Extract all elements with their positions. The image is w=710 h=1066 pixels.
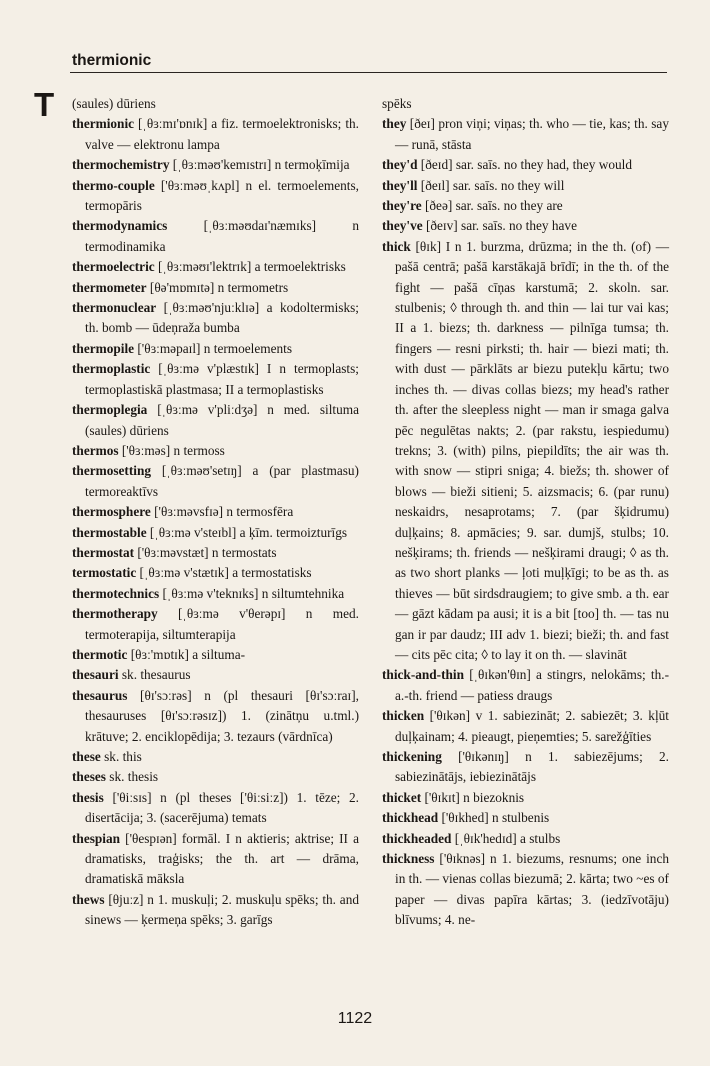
entry-headword: they're: [382, 198, 422, 214]
entry-headword: thickness: [382, 851, 435, 867]
entry-headword: thicken: [382, 708, 425, 724]
entry-headword: thickhead: [382, 810, 439, 826]
entry-headword: thermoelectric: [72, 259, 155, 275]
entry-headword: they'd: [382, 157, 418, 173]
dictionary-entry: [72, 665, 359, 685]
thumb-index-letter: T: [34, 86, 55, 123]
entry-definition: [ðeɪ] pron viņi; viņas; th. who — tie, kas; th. say — runā, stāsta: [395, 116, 669, 152]
entry-headword: they've: [382, 218, 423, 234]
entry-headword: thick-and-thin: [382, 667, 465, 683]
dictionary-entry: [72, 686, 359, 747]
dictionary-entry: [72, 747, 359, 767]
entry-headword: thermostable: [72, 524, 147, 540]
entry-headword: thermotechnics: [72, 585, 160, 601]
dictionary-entry: [72, 543, 359, 563]
entry-definition: ['θespɪən] formāl. I n aktieris; aktrise; II a dramatisks, traģisks; the th. art — drāma, dramatiskā māksla: [85, 830, 359, 887]
entry-headword: thermosphere: [72, 504, 151, 520]
dictionary-entry: [382, 155, 669, 175]
dictionary-entry: [72, 645, 359, 665]
entry-definition: ['θɜːməvsfɪə] n termosfēra: [150, 504, 294, 520]
dictionary-entry: [72, 441, 359, 461]
entry-definition: ['θɜːməs] n termoss: [118, 442, 225, 458]
dictionary-entry: [72, 890, 359, 931]
dictionary-entry: [72, 502, 359, 522]
entry-definition: [ðeɪv] sar. saīs. no they have: [422, 218, 577, 234]
entry-headword: thermometer: [72, 279, 147, 295]
dictionary-entry: [382, 665, 669, 706]
entry-headword: they'll: [382, 177, 418, 193]
left-column: [72, 94, 359, 931]
entry-headword: thermo-couple: [72, 177, 155, 193]
entry-headword: thesis: [72, 789, 104, 805]
dictionary-entry: [72, 339, 359, 359]
dictionary-entry: [72, 767, 359, 787]
dictionary-entry: [382, 114, 669, 155]
dictionary-entry: [72, 257, 359, 277]
entry-definition: [ˌθɜːmə v'steɪbl] a ķīm. termoizturīgs: [146, 524, 348, 540]
dictionary-entry: [382, 808, 669, 828]
dictionary-entry: [72, 278, 359, 298]
entry-definition: ['θiːsɪs] n (pl theses ['θiːsiːz]) 1. tēze; 2. disertācija; 3. (sacerējuma) temats: [85, 789, 359, 826]
entry-definition: [ˌθɜːməʊɪ'lektrɪk] a termoelektrisks: [154, 259, 346, 275]
dictionary-entry: [72, 400, 359, 441]
entry-definition: [θɪk] I n 1. burzma, drūzma; in the th. (of) — pašā centrā; pašā karstākajā brīdī; in the th. of the fight — pašā cīņas karstumā; 2. skoln. sar. stulbenis; ◊ through th. and thin — lai tur vai kas; II a 1. biezs; th. darkness — pilnīga tumsa; th. fingers — resni pirksti; th. hair — biezi mati; th. with dust — pārklāts ar biezu putekļu kārtu; two inches th. — divas collas biezs; my head's rather th. after the sleepless night — man ir smaga galva pēc negulētas nakts; 2. (par rakstu, iespiedumu) trekns; 3. (with) pilns, piepildīts; the air was th. with snow — stipri sniga; 4. biežs; th. shower of blows — bieži sitieni; 5. aizsmacis; 6. (par runu) neskaidrs, nesaprotams; 7. (par šķidrumu) duļķains; 8. apmācies; 9. sar. dumjš, stulbs; 10. nešķirams; th. friends — nešķirami draugi; ◊ as th. as two short planks — ļoti muļķīgi; to be as th. as thieves — būt sirdsdraugiem; to give smb. a th. ear — gāzt kādam pa ausi; it is a bit [too] th. — tas nu gan ir par daudz; III adv 1. biezi; bieži; th. and fast — cits pēc cita; ◊ to lay it on th. — slavināt: [395, 238, 669, 662]
dictionary-entry: [382, 94, 669, 114]
entry-headword: thermostat: [72, 544, 135, 560]
dictionary-entry: [72, 584, 359, 604]
entry-headword: thermotherapy: [72, 606, 158, 622]
entry-definition: ['θɪkɪt] n biezoknis: [421, 789, 525, 805]
entry-headword: thermoplastic: [72, 361, 151, 377]
entry-definition: [θɜː'mɒtɪk] a siltuma-: [127, 646, 246, 662]
entry-definition: [ˌθɜːmə v'teknɪks] n siltumtehnika: [159, 585, 345, 601]
entry-definition: ['θɪkənɪŋ] n 1. sabiezējums; 2. sabiezinātājs, iebiezinātājs: [395, 749, 669, 785]
entry-definition: spēks: [382, 96, 412, 111]
page-number: 1122: [337, 1010, 373, 1027]
entry-definition: sk. thesis: [105, 769, 159, 785]
dictionary-entry: [72, 94, 359, 114]
dictionary-entry: [72, 788, 359, 829]
entry-definition: (saules) dūriens: [72, 96, 156, 111]
entry-headword: thickening: [382, 749, 442, 764]
entry-headword: they: [382, 116, 407, 132]
entry-definition: [ˌθɜːməʊ'njuːklɪə] a kodoltermisks; th. bomb — ūdeņraža bumba: [85, 300, 359, 336]
entry-definition: ['θɜːməpaɪl] n termoelements: [134, 340, 293, 356]
running-head: thermionic: [72, 52, 152, 69]
dictionary-entry: [382, 849, 669, 931]
entry-definition: [ˌθɜːmə v'plæstɪk] I n termoplasts; termoplastiskā plastmasa; II a termoplastisks: [85, 361, 359, 397]
header-rule: [70, 72, 667, 73]
dictionary-entry: [72, 829, 359, 890]
entry-definition: [ˌθɜːmɪ'ɒnɪk] a fiz. termoelektronisks; th. valve — elektronu lampa: [85, 116, 359, 152]
entry-definition: [ˌθɜːməʊ'kemɪstrɪ] n termoķīmija: [169, 157, 350, 173]
dictionary-entry: [72, 359, 359, 400]
dictionary-entry: [382, 176, 669, 196]
dictionary-entry: [382, 196, 669, 216]
entry-definition: [θə'mɒmɪtə] n termometrs: [146, 279, 289, 295]
entry-definition: [ðeə] sar. saīs. no they are: [421, 198, 563, 214]
dictionary-entry: [72, 604, 359, 645]
entry-headword: thermionic: [72, 116, 135, 132]
dictionary-entry: [72, 298, 359, 339]
entry-headword: thick: [382, 238, 411, 254]
right-column: [382, 94, 669, 931]
entry-definition: ['θɪknəs] n 1. biezums, resnums; one inch in th. — vienas collas biezumā; 2. kārta; two ~es of paper — divas papīra kārtas; 3. (iedzīvotāju) blīvums; 4. ne-: [395, 851, 669, 928]
dictionary-entry: [382, 216, 669, 236]
entry-definition: [ˌθɜːmə v'pliːdʒə] n med. siltuma (saules) dūriens: [85, 402, 359, 438]
entry-headword: thesauri: [72, 667, 119, 683]
dictionary-entry: [382, 747, 669, 788]
dictionary-entry: [72, 523, 359, 543]
dictionary-entry: [382, 706, 669, 747]
dictionary-entry: [72, 216, 359, 257]
entry-definition: [ˌθɜːməʊ'setɪŋ] a (par plastmasu) termoreaktīvs: [85, 463, 359, 499]
entry-definition: [ˌθɜːməʊdaɪ'næmɪks] n termodinamika: [85, 218, 359, 254]
entry-headword: these: [72, 749, 101, 764]
dictionary-entry: [72, 155, 359, 175]
dictionary-entry: [72, 563, 359, 583]
entry-definition: [ðeɪd] sar. saīs. no they had, they would: [417, 157, 633, 173]
entry-headword: thermodynamics: [72, 218, 168, 234]
dictionary-entry: [72, 176, 359, 217]
entry-headword: thicket: [382, 789, 422, 805]
entry-definition: [θɪ'sɔːrəs] n (pl thesauri [θɪ'sɔːraɪ], thesauruses [θɪ'sɔːrəsɪz]) 1. (zinātņu u.tml.) krātuve; 2. enciklopēdija; 3. tezaurs (vārdnīca): [85, 687, 359, 744]
entry-headword: theses: [72, 769, 106, 785]
entry-headword: thermoplegia: [72, 402, 148, 418]
entry-definition: ['θɪkən] v 1. sabiezināt; 2. sabiezēt; 3. kļūt duļķainam; 4. pieaugt, pieņemties; 5. sarežģīties: [395, 708, 669, 744]
entry-headword: thermochemistry: [72, 157, 170, 173]
entry-headword: thermopile: [72, 340, 135, 356]
entry-definition: sk. thesaurus: [118, 667, 191, 683]
entry-definition: ['θɜːməvstæt] n termostats: [134, 544, 277, 560]
entry-headword: thickheaded: [382, 830, 452, 846]
entry-headword: termostatic: [72, 565, 137, 581]
entry-definition: [ˌθɜːmə v'θerəpɪ] n med. termoterapija, siltumterapija: [85, 606, 359, 642]
entry-definition: ['θɜːməʊˌkʌpl] n el. termoelements, termopāris: [85, 177, 359, 214]
entry-definition: [ðeɪl] sar. saīs. no they will: [417, 177, 565, 193]
dictionary-entry: [382, 788, 669, 808]
entry-definition: [ˌθɜːmə v'stætɪk] a termostatisks: [136, 565, 312, 581]
entry-definition: [ˌθɪk'hedɪd] a stulbs: [451, 830, 561, 846]
entry-headword: thesaurus: [72, 687, 128, 703]
entry-definition: ['θɪkhed] n stulbenis: [438, 810, 550, 826]
entry-headword: thews: [72, 891, 105, 907]
dictionary-entry: [72, 114, 359, 155]
entry-definition: sk. this: [100, 749, 142, 764]
dictionary-entry: [72, 461, 359, 502]
entry-definition: [θjuːz] n 1. muskuļi; 2. muskuļu spēks; th. and sinews — ķermeņa spēks; 3. garīgs: [85, 891, 359, 928]
entry-headword: thermonuclear: [72, 300, 157, 316]
entry-headword: thermos: [72, 442, 119, 458]
entry-headword: thermotic: [72, 646, 128, 662]
entry-headword: thespian: [72, 830, 121, 846]
dictionary-entry: [382, 829, 669, 849]
dictionary-entry: [382, 237, 669, 666]
entry-definition: [ˌθɪkən'θɪn] a stingrs, nelokāms; th.-a.-th. friend — patiess draugs: [395, 667, 669, 703]
entry-headword: thermosetting: [72, 463, 152, 479]
